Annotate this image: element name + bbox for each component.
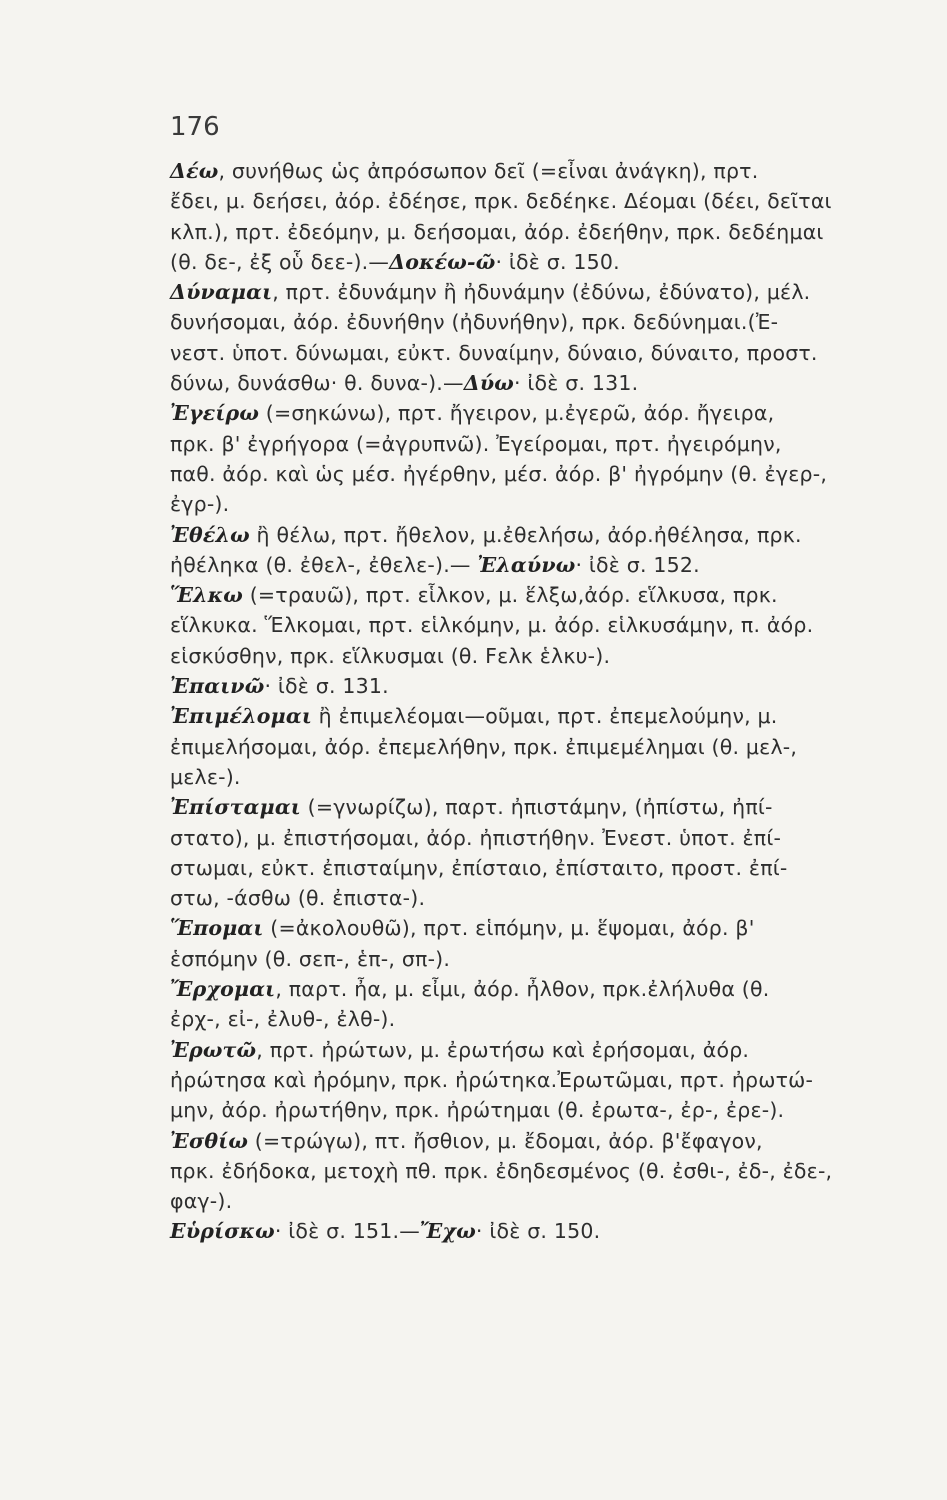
entry-text: ἢ θέλω, πρτ. ἤθελον, μ.ἐθελήσω, ἀόρ.ἠθέλησα, πρκ. — [249, 522, 802, 547]
entry-text: , παρτ. ἦα, μ. εἶμι, ἀόρ. ἦλθον, πρκ.ἐλήλυθα (θ. — [275, 977, 770, 1002]
entry-text: δύνω, δυνάσθω· θ. δυνα-).— — [170, 371, 464, 396]
text-line — [170, 944, 912, 974]
dictionary-text — [170, 156, 912, 1247]
entry-text: · ἰδὲ σ. 131. — [264, 674, 389, 699]
entry-text: στατο), μ. ἐπιστήσομαι, ἀόρ. ἠπιστήθην. Ἐνεστ. ὑποτ. ἐπί- — [170, 825, 782, 850]
text-line — [170, 156, 912, 186]
headword: Ἐσθίω — [170, 1128, 249, 1153]
text-line — [170, 186, 912, 216]
entry-text: (=γνωρίζω), παρτ. ἠπιστάμην, (ἠπίστω, ἠπί- — [300, 795, 773, 820]
text-line — [170, 1095, 912, 1125]
headword: Ἐπαινῶ — [170, 674, 265, 699]
text-line — [170, 580, 912, 610]
headword: Ἐγείρω — [170, 401, 260, 426]
text-line — [170, 853, 912, 883]
text-line — [170, 974, 912, 1004]
entry-text: μην, ἀόρ. ἠρωτήθην, πρκ. ἠρώτημαι (θ. ἐρωτα-, ἐρ-, ἐρε-). — [170, 1098, 785, 1123]
headword: Δοκέω-ῶ — [389, 249, 496, 274]
entry-text: στωμαι, εὐκτ. ἐπισταίμην, ἐπίσταιο, ἐπίσταιτο, προστ. ἐπί- — [170, 855, 788, 880]
entry-text: φαγ-). — [170, 1189, 233, 1214]
entry-text: στω, -άσθω (θ. ἐπιστα-). — [170, 886, 426, 911]
text-line — [170, 641, 912, 671]
entry-text: ἐπιμελήσομαι, ἀόρ. ἐπεμελήθην, πρκ. ἐπιμεμέλημαι (θ. μελ-, — [170, 734, 798, 759]
entry-text: πρκ. β' ἐγρήγορα (=ἀγρυπνῶ). Ἐγείρομαι, πρτ. ἠγειρόμην, — [170, 431, 782, 456]
entry-text: πρκ. ἐδήδοκα, μετοχὴ πθ. πρκ. ἐδηδεσμένος (θ. ἐσθι-, ἐδ-, ἐδε-, — [170, 1158, 833, 1183]
text-line — [170, 307, 912, 337]
entry-text: · ἰδὲ σ. 152. — [575, 552, 700, 577]
text-line — [170, 520, 912, 550]
entry-text: ἠθέληκα (θ. ἐθελ-, ἐθελε-).— — [170, 552, 478, 577]
entry-text: (=τρώγω), πτ. ἤσθιον, μ. ἔδομαι, ἀόρ. β'ἔφαγον, — [248, 1128, 763, 1153]
text-line — [170, 489, 912, 519]
text-line — [170, 792, 912, 822]
headword: Ἕλκω — [170, 583, 244, 608]
text-line — [170, 1216, 912, 1246]
headword: Εὑρίσκω — [170, 1219, 275, 1244]
entry-text: · ἰδὲ σ. 150. — [475, 1219, 601, 1244]
entry-text: , συνήθως ὡς ἀπρόσωπον δεῖ (=εἶναι ἀνάγκη), πρτ. — [218, 159, 759, 183]
headword: Ἔχω — [419, 1219, 476, 1244]
entry-text: ἐρχ-, εἰ-, ἐλυθ-, ἐλθ-). — [170, 1007, 396, 1032]
page-number: 176 — [170, 112, 220, 142]
entry-text: · ἰδὲ σ. 150. — [495, 249, 620, 274]
entry-text: κλπ.), πρτ. ἐδεόμην, μ. δεήσομαι, ἀόρ. ἐδεήθην, πρκ. δεδέημαι — [170, 219, 824, 244]
entry-text: ἠρώτησα καὶ ἠρόμην, πρκ. ἠρώτηκα.Ἐρωτῶμαι, πρτ. ἠρωτώ- — [170, 1067, 814, 1092]
text-line — [170, 883, 912, 913]
entry-text: (=τραυῶ), πρτ. εἷλκον, μ. ἕλξω,ἀόρ. εἵλκυσα, πρκ. — [243, 583, 778, 608]
headword: Ἐλαύνω — [477, 552, 576, 577]
headword: Δέω — [170, 159, 219, 183]
text-line — [170, 913, 912, 943]
text-line — [170, 823, 912, 853]
headword: Ἔρχομαι — [170, 977, 276, 1002]
headword: Δύναμαι — [170, 280, 273, 305]
text-line — [170, 1156, 912, 1186]
entry-text: · ἰδὲ σ. 151.— — [274, 1219, 420, 1244]
text-line — [170, 732, 912, 762]
text-line — [170, 550, 912, 580]
headword: Ἐπιμέλομαι — [170, 704, 312, 729]
entry-text: ἢ ἐπιμελέομαι—οῦμαι, πρτ. ἐπεμελούμην, μ. — [311, 704, 778, 729]
entry-text: εἱσκύσθην, πρκ. εἵλκυσμαι (θ. Fελκ ἑλκυ-). — [170, 643, 611, 668]
entry-text: (=ἀκολουθῶ), πρτ. εἱπόμην, μ. ἕψομαι, ἀόρ. β' — [263, 916, 755, 941]
text-line — [170, 1035, 912, 1065]
text-line — [170, 1186, 912, 1216]
text-line — [170, 459, 912, 489]
headword: Ἐθέλω — [170, 522, 250, 547]
text-line — [170, 247, 912, 277]
text-line — [170, 610, 912, 640]
text-line — [170, 429, 912, 459]
entry-text: νεστ. ὑποτ. δύνωμαι, εὐκτ. δυναίμην, δύναιο, δύναιτο, προστ. — [170, 340, 818, 365]
entry-text: (θ. δε-, ἐξ οὗ δεε-).— — [170, 249, 390, 274]
entry-text: ἐγρ-). — [170, 492, 230, 517]
entry-text: , πρτ. ἐδυνάμην ἢ ἠδυνάμην (ἐδύνω, ἐδύνατο), μέλ. — [272, 280, 811, 305]
text-line — [170, 1126, 912, 1156]
text-line — [170, 277, 912, 307]
entry-text: εἵλκυκα. Ἕλκομαι, πρτ. εἱλκόμην, μ. ἀόρ. εἱλκυσάμην, π. ἀόρ. — [170, 613, 814, 638]
text-line — [170, 1004, 912, 1034]
headword: Ἐπίσταμαι — [170, 795, 301, 820]
headword: Ἕπομαι — [170, 916, 264, 941]
entry-text: , πρτ. ἠρώτων, μ. ἐρωτήσω καὶ ἐρήσομαι, ἀόρ. — [256, 1037, 750, 1062]
headword: Ἐρωτῶ — [170, 1037, 257, 1062]
text-line — [170, 217, 912, 247]
text-line — [170, 1065, 912, 1095]
text-line — [170, 338, 912, 368]
text-line — [170, 398, 912, 428]
text-line — [170, 368, 912, 398]
text-line — [170, 701, 912, 731]
entry-text: ἑσπόμην (θ. σεπ-, ἑπ-, σπ-). — [170, 946, 451, 971]
entry-text: μελε-). — [170, 764, 241, 789]
entry-text: παθ. ἀόρ. καὶ ὡς μέσ. ἠγέρθην, μέσ. ἀόρ. β' ἠγρόμην (θ. ἐγερ-, — [170, 461, 828, 486]
headword: Δύω — [463, 371, 514, 396]
text-line — [170, 762, 912, 792]
entry-text: · ἰδὲ σ. 131. — [513, 371, 639, 396]
entry-text: δυνήσομαι, ἀόρ. ἐδυνήθην (ἠδυνήθην), πρκ. δεδύνημαι.(Ἐ- — [170, 310, 779, 335]
entry-text: ἔδει, μ. δεήσει, ἀόρ. ἐδέησε, πρκ. δεδέηκε. Δέομαι (δέει, δεῖται — [170, 189, 832, 214]
text-line — [170, 671, 912, 701]
entry-text: (=σηκώνω), πρτ. ἤγειρον, μ.ἐγερῶ, ἀόρ. ἤγειρα, — [259, 401, 775, 426]
